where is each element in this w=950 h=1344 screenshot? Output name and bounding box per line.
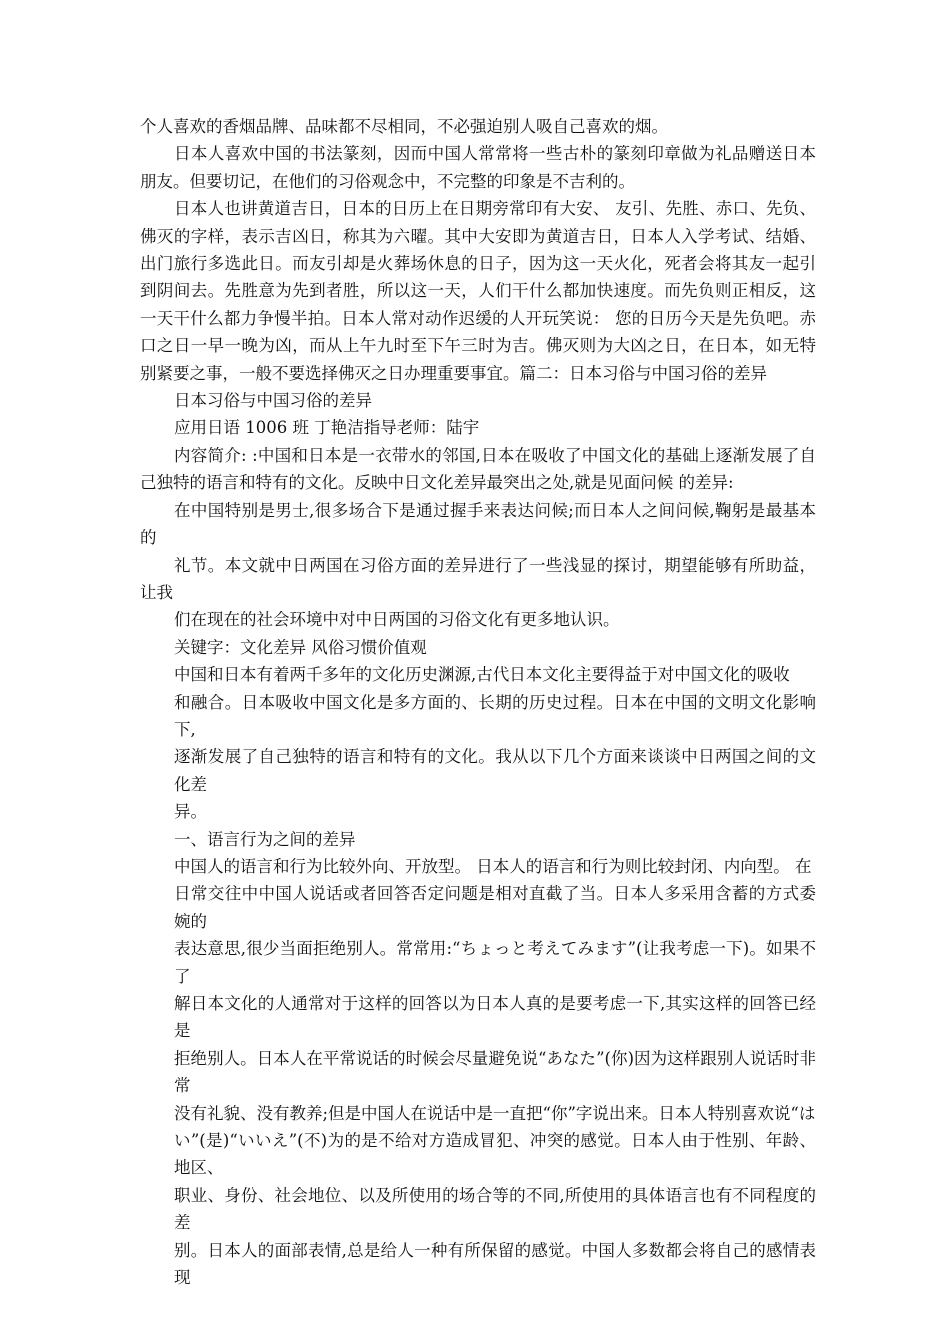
paragraph: 职业、身份、社会地位、以及所使用的场合等的不同,所使用的具体语言也有不同程度的差 — [174, 1185, 816, 1233]
paragraph: 拒绝别人。日本人在平常说话的时候会尽量避免说“あなた”(你)因为这样跟别人说话时非常 — [174, 1048, 816, 1096]
paragraph: 中国和日本有着两千多年的文化历史渊源,古代日本文化主要得益于对中国文化的吸收 — [174, 665, 790, 685]
paragraph: 日本人喜欢中国的书法篆刻，因而中国人常常将一些古朴的篆刻印章做为礼品赠送日本朋友。但要切记，在他们的习俗观念中，不完整的印象是不吉利的。 — [140, 144, 816, 191]
paragraph: 没有礼貌、没有教养;但是中国人在说话中是一直把“你”字说出来。日本人特别喜欢说“は — [174, 1103, 816, 1123]
paragraph: 个人喜欢的香烟品牌、品味都不尽相同，不必强迫别人吸自己喜欢的烟。 — [140, 117, 668, 136]
paragraph: 日本人也讲黄道吉日，日本的日历上在日期旁常印有大安、 友引、先胜、赤口、先负、佛灭的字样，表示吉凶日，称其为六曜。其中大安即为黄道吉日，日本人入学考试、结婚、出门旅行多选此日。而友引却是火葬场休息的日子，因为这一天火化，死者会将其友一起引到阴间去。先胜意为先到者胜，所以这一天，人们干什么都加快速度。而先负则正相反，这一天干什么都力争慢半拍。日本人常对动作迟缓的人开玩笑说： 您的日历今天是先负吧。赤口之日一早一晚为凶，而从上午九时至下午三时为吉。佛灭则为大凶之日，在日本，如无特别紧要之事，一般不要选择佛灭之日办理重要事宜。篇二：日本习俗与中国习俗的差异 — [140, 199, 816, 383]
paragraph: 礼节。本文就中日两国在习俗方面的差异进行了一些浅显的探讨，期望能够有所助益，让我 — [140, 555, 816, 602]
paragraph: 一、语言行为之间的差异 — [174, 829, 356, 849]
paragraph: 在中国特别是男士,很多场合下是通过握手来表达问候;而日本人之间问候,鞠躬是最基本的 — [140, 500, 816, 548]
paragraph: 中国人的语言和行为比较外向、开放型。 日本人的语言和行为则比较封闭、内向型。 在 — [174, 856, 812, 876]
paragraph: 别。日本人的面部表情,总是给人一种有所保留的感觉。中国人多数都会将自己的感情表现 — [174, 1240, 816, 1288]
paragraph: 解日本文化的人通常对于这样的回答以为日本人真的是要考虑一下,其实这样的回答已经是 — [174, 994, 816, 1041]
paragraph: 日常交往中中国人说话或者回答否定问题是相对直截了当。日本人多采用含蓄的方式委婉的 — [174, 884, 816, 931]
paragraph: 逐渐发展了自己独特的语言和特有的文化。我从以下几个方面来谈谈中日两国之间的文化差 — [174, 747, 816, 794]
paragraph: 应用日语 1006 班 丁艳洁指导老师：陆宇 — [174, 418, 480, 438]
paragraph: 们在现在的社会环境中对中日两国的习俗文化有更多地认识。 — [174, 610, 620, 630]
paragraph: 关键字：文化差异 风俗习惯价值观 — [174, 637, 427, 657]
document-body — [140, 113, 816, 1291]
paragraph: 异。 — [174, 802, 207, 822]
paragraph: 和融合。日本吸收中国文化是多方面的、长期的历史过程。日本在中国的文明文化影响下, — [174, 692, 816, 739]
paragraph: い”(是)“いいえ”(不)为的是不给对方造成冒犯、冲突的感觉。日本人由于性别、年龄、地区、 — [174, 1131, 816, 1178]
paragraph: 日本习俗与中国习俗的差异 — [174, 391, 372, 411]
paragraph: 内容简介: :中国和日本是一衣带水的邻国,日本在吸收了中国文化的基础上逐渐发展了自己独特的语言和特有的文化。反映中日文化差异最突出之处,就是见面问候 的差异: — [140, 445, 816, 493]
paragraph: 表达意思,很少当面拒绝别人。常常用:“ちょっと考えてみます”(让我考虑一下)。如果不了 — [174, 939, 816, 986]
